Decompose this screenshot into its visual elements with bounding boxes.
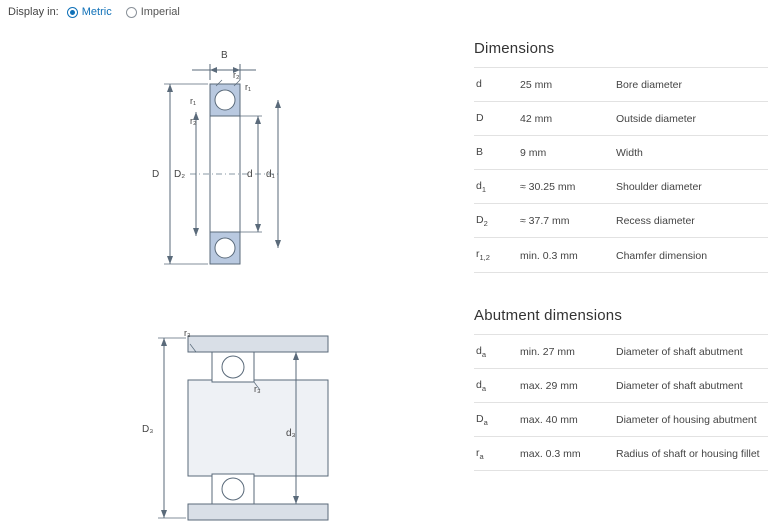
label-r1-left: r₁ bbox=[190, 96, 197, 106]
dim-symbol-text: r bbox=[476, 248, 480, 261]
abut-symbol-sub: a bbox=[479, 451, 484, 461]
abutment-drawing bbox=[140, 308, 460, 529]
dim-symbol bbox=[474, 136, 518, 170]
label-ra-mid: r₃ bbox=[254, 384, 261, 394]
abut-description: Diameter of shaft abutment bbox=[616, 345, 743, 358]
dim-description: Width bbox=[616, 147, 643, 160]
table-row bbox=[474, 334, 768, 368]
table-row bbox=[474, 68, 768, 102]
dim-symbol-sub: 2 bbox=[483, 219, 488, 229]
table-row bbox=[474, 436, 768, 470]
radio-imperial[interactable] bbox=[126, 6, 180, 18]
dim-symbol-text: d bbox=[476, 180, 482, 193]
dimensions-table bbox=[474, 67, 768, 273]
display-in-label: Display in: bbox=[8, 6, 59, 18]
table-row bbox=[474, 136, 768, 170]
label-D2: D₂ bbox=[174, 169, 186, 180]
dim-symbol-text: D bbox=[476, 112, 484, 125]
abut-symbol-text: d bbox=[476, 378, 482, 391]
dim-description: Bore diameter bbox=[616, 79, 682, 92]
abut-value: max. 0.3 mm bbox=[520, 447, 581, 460]
abut-symbol-sub: a bbox=[481, 383, 487, 393]
abut-description: Diameter of housing abutment bbox=[616, 413, 757, 426]
abut-value: min. 27 mm bbox=[520, 345, 575, 358]
dim-description: Chamfer dimension bbox=[616, 249, 708, 262]
dim-symbol bbox=[474, 238, 518, 272]
display-units-bar bbox=[8, 6, 194, 18]
abut-symbol bbox=[474, 334, 518, 368]
dim-value: 42 mm bbox=[520, 113, 553, 126]
dim-symbol-text: B bbox=[476, 146, 484, 159]
abut-symbol-text: d bbox=[476, 344, 482, 357]
tables-column bbox=[474, 40, 768, 471]
section-spacer bbox=[474, 273, 768, 307]
dim-symbol bbox=[474, 102, 518, 136]
label-ra-top: r₃ bbox=[184, 328, 191, 338]
label-Da: D₃ bbox=[142, 424, 154, 435]
table-row bbox=[474, 170, 768, 204]
radio-metric-label: Metric bbox=[81, 6, 112, 18]
radio-imperial-label: Imperial bbox=[140, 6, 180, 18]
dim-value: ≈ 37.7 mm bbox=[520, 215, 570, 228]
label-r2-left: r₂ bbox=[190, 116, 197, 126]
label-D: D bbox=[152, 169, 160, 180]
dim-value: 9 mm bbox=[520, 147, 547, 160]
label-r1-topright: r₁ bbox=[245, 82, 252, 92]
abut-symbol-sub: a bbox=[483, 417, 488, 427]
abut-symbol bbox=[474, 368, 518, 402]
dim-symbol-sub: 1,2 bbox=[479, 253, 490, 263]
abut-symbol bbox=[474, 402, 518, 436]
dim-value: 25 mm bbox=[520, 79, 553, 92]
table-row bbox=[474, 102, 768, 136]
bearing-cross-section-drawing bbox=[150, 42, 450, 287]
table-row bbox=[474, 204, 768, 238]
dim-value: ≈ 30.25 mm bbox=[520, 181, 576, 194]
abut-value: max. 40 mm bbox=[520, 413, 578, 426]
dim-symbol bbox=[474, 204, 518, 238]
abutment-table bbox=[474, 334, 768, 471]
dimensions-title: Dimensions bbox=[474, 40, 555, 57]
dim-symbol-text: D bbox=[476, 214, 484, 227]
abut-symbol-text: r bbox=[476, 446, 480, 459]
dim-symbol bbox=[474, 68, 518, 102]
radio-metric-indicator[interactable] bbox=[67, 7, 78, 18]
abut-description: Diameter of shaft abutment bbox=[616, 379, 743, 392]
radio-metric[interactable] bbox=[67, 6, 112, 18]
radio-imperial-indicator[interactable] bbox=[126, 7, 137, 18]
abut-value: max. 29 mm bbox=[520, 379, 578, 392]
dim-symbol bbox=[474, 170, 518, 204]
table-row bbox=[474, 402, 768, 436]
label-d: d bbox=[247, 169, 253, 180]
bearing-cross-section-svg bbox=[150, 42, 450, 282]
dim-symbol-sub: 1 bbox=[481, 185, 487, 195]
dim-description: Shoulder diameter bbox=[616, 181, 702, 194]
abut-symbol-text: D bbox=[476, 412, 484, 425]
dim-value: min. 0.3 mm bbox=[520, 249, 578, 262]
label-d1: d₁ bbox=[266, 169, 275, 180]
abutment-title: Abutment dimensions bbox=[474, 306, 623, 324]
table-row bbox=[474, 368, 768, 402]
abut-description: Radius of shaft or housing fillet bbox=[616, 447, 760, 460]
abutment-svg bbox=[140, 308, 460, 529]
abut-symbol-sub: a bbox=[481, 349, 487, 359]
label-da: d₃ bbox=[286, 428, 296, 439]
table-row bbox=[474, 238, 768, 272]
abut-symbol bbox=[474, 436, 518, 470]
dim-symbol-text: d bbox=[476, 78, 482, 90]
dim-description: Outside diameter bbox=[616, 113, 696, 126]
label-r2-top: r₂ bbox=[233, 70, 240, 80]
label-B: B bbox=[221, 50, 228, 61]
dim-description: Recess diameter bbox=[616, 215, 695, 228]
drawings-column bbox=[0, 28, 460, 529]
